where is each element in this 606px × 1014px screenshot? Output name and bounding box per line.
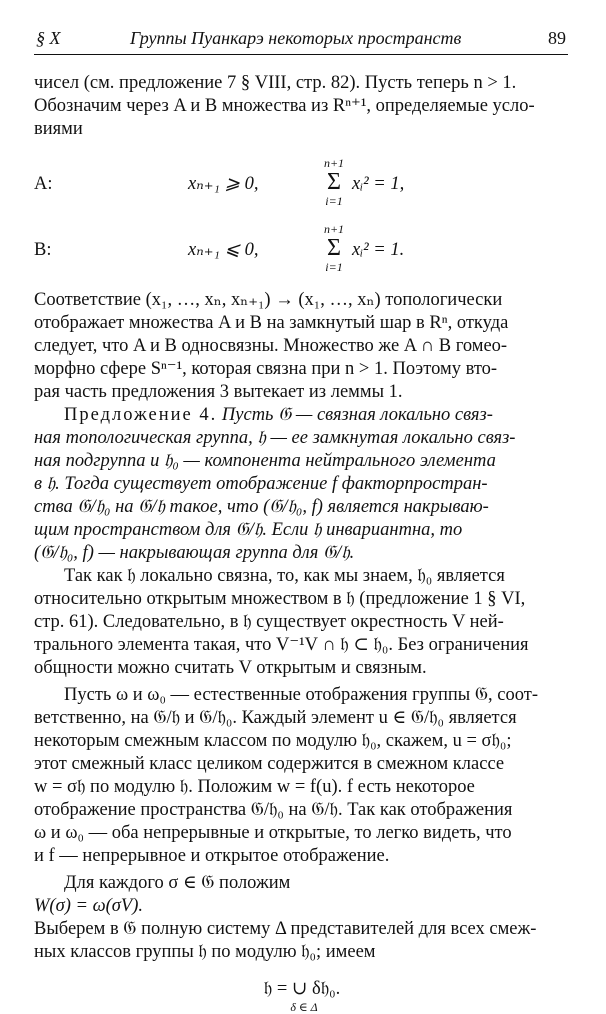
summation: [318, 157, 350, 207]
text-line: следует, что A и B односвязны. Множество же A ∩ B гомео-: [34, 336, 508, 356]
equation-condition: xₙ₊₁ ⩽ 0,: [188, 240, 259, 260]
text-line: ная подгруппа и 𝔥₀ — компонента нейтрального элемента: [34, 451, 496, 471]
equation-label: A:: [34, 174, 53, 194]
proposition-text: Пусть 𝔊 — связная локально связ-: [221, 405, 493, 425]
text-line: ветственно, на 𝔊/𝔥 и 𝔊/𝔥₀. Каждый элемент u ∈ 𝔊/𝔥₀ является: [34, 708, 517, 728]
sigma-symbol: Σ: [327, 235, 341, 261]
text-line: Так как 𝔥 локально связна, то, как мы знаем, 𝔥₀ является: [64, 566, 505, 586]
page-number: 89: [548, 28, 566, 48]
equation-rhs: xᵢ² = 1.: [352, 240, 405, 260]
text-line: виями: [34, 119, 83, 139]
text-line: относительно открытым множеством в 𝔥 (предложение 1 § VI,: [34, 589, 526, 609]
sum-upper-limit: n+1: [323, 156, 345, 170]
chapter-title: Группы Пуанкарэ некоторых пространств: [130, 28, 462, 48]
header-rule: [34, 54, 568, 55]
text-line: ная топологическая группа, 𝔥 — ее замкнутая локально связ-: [34, 428, 516, 448]
equation-label: B:: [34, 240, 52, 260]
text-line: некоторым смежным классом по модулю 𝔥₀, скажем, u = σ𝔥₀;: [34, 731, 512, 751]
text-line: (𝔊/𝔥₀, f) — накрывающая группа для 𝔊/𝔥.: [34, 543, 355, 563]
text-line: Выберем в 𝔊 полную систему Δ представителей для всех смеж-: [34, 919, 537, 939]
text-line: морфно сфере Sⁿ⁻¹, которая связна при n > 1. Поэтому вто-: [34, 359, 498, 379]
paragraph-1: [34, 72, 570, 141]
text-line: рая часть предложения 3 вытекает из леммы 1.: [34, 382, 403, 402]
summation: [318, 223, 350, 273]
paragraph-5: Для каждого σ ∈ 𝔊 положим: [64, 873, 291, 893]
text-line: в 𝔥. Тогда существует отображение f факторпростран-: [34, 474, 488, 494]
equation-w: W(σ) = ω(σV).: [34, 896, 144, 916]
text-line: щим пространством для 𝔊/𝔥. Если 𝔥 инвариантна, то: [34, 520, 463, 540]
equation-h: [34, 978, 570, 1013]
equation-main: 𝔥 = ∪ δ𝔥₀.: [263, 979, 341, 999]
text-line: трального элемента такая, что V⁻¹V ∩ 𝔥 ⊂ 𝔥₀. Без ограничения: [34, 635, 529, 655]
paragraph-2: [34, 289, 570, 404]
text-line: ства 𝔊/𝔥₀ на 𝔊/𝔥 такое, что (𝔊/𝔥₀, f) является накрываю-: [34, 497, 489, 517]
paragraph-4: [34, 684, 570, 868]
text-line: [34, 404, 570, 427]
section-number: § X: [36, 28, 61, 48]
text-line: w = σ𝔥 по модулю 𝔥. Положим w = f(u). f есть некоторое: [34, 777, 475, 797]
equation-a: [34, 157, 570, 211]
page-body: [34, 72, 570, 1013]
proposition-4: [34, 404, 570, 565]
equation-b: [34, 223, 570, 277]
running-header: [36, 28, 566, 52]
sigma-symbol: Σ: [327, 169, 341, 195]
text-line: отображение пространства 𝔊/𝔥₀ на 𝔊/𝔥. Так как отображения: [34, 800, 513, 820]
text-line: этот смежный класс целиком содержится в смежном классе: [34, 754, 505, 774]
sum-upper-limit: n+1: [323, 222, 345, 236]
sum-lower-limit: i=1: [325, 260, 343, 274]
paragraph-6: [34, 918, 570, 964]
text-line: Соответствие (x₁, …, xₙ, xₙ₊₁) → (x₁, …, xₙ) топологически: [34, 290, 503, 310]
text-line: отображает множества A и B на замкнутый шар в Rⁿ, откуда: [34, 313, 509, 333]
text-line: общности можно считать V открытым и связным.: [34, 658, 427, 678]
union-subscript: δ ∈ Δ: [290, 1000, 318, 1014]
sum-lower-limit: i=1: [325, 194, 343, 208]
text-line: и f — непрерывное и открытое отображение.: [34, 846, 390, 866]
equation-rhs: xᵢ² = 1,: [352, 174, 405, 194]
equation-condition: xₙ₊₁ ⩾ 0,: [188, 174, 259, 194]
paragraph-3: [34, 565, 570, 680]
text-line: ω и ω₀ — оба непрерывные и открытые, то легко видеть, что: [34, 823, 512, 843]
proposition-label: Предложение 4.: [64, 405, 218, 425]
text-line: ных классов группы 𝔥 по модулю 𝔥₀; имеем: [34, 942, 376, 962]
text-line: чисел (см. предложение 7 § VIII, стр. 82). Пусть теперь n > 1.: [34, 73, 517, 93]
text-line: Пусть ω и ω₀ — естественные отображения группы 𝔊, соот-: [64, 685, 538, 705]
text-line: Обозначим через A и B множества из Rⁿ⁺¹, определяемые усло-: [34, 96, 535, 116]
text-line: стр. 61). Следовательно, в 𝔥 существует окрестность V ней-: [34, 612, 504, 632]
